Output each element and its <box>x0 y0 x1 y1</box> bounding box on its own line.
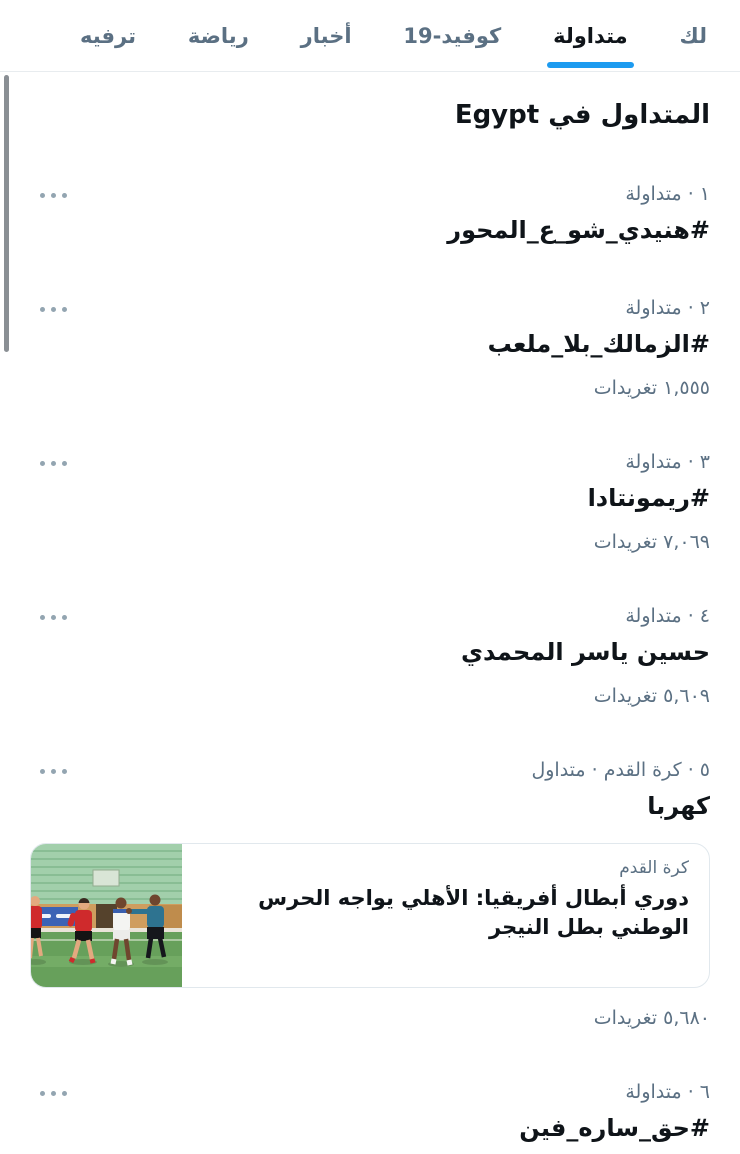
trend-rank-meta: ١ · متداولة <box>625 183 710 205</box>
trend-item-3[interactable] <box>30 449 710 557</box>
trend-rank-meta: ٤ · متداولة <box>625 605 710 627</box>
tab-covid19[interactable] <box>403 0 501 71</box>
trend-overflow-button[interactable] <box>36 765 71 778</box>
ellipsis-icon <box>62 193 67 198</box>
trend-rank-meta: ٢ · متداولة <box>625 297 710 319</box>
trending-list <box>0 95 740 1147</box>
trend-title: #ريمونتادا <box>587 484 710 512</box>
trend-rank-meta: ٦ · متداولة <box>625 1081 710 1103</box>
ellipsis-icon <box>62 461 67 466</box>
ellipsis-icon <box>62 1091 67 1096</box>
trend-overflow-button[interactable] <box>36 189 71 202</box>
trend-overflow-button[interactable] <box>36 457 71 470</box>
tab-entertainment[interactable] <box>80 0 136 71</box>
tab-news[interactable] <box>301 0 352 71</box>
trend-overflow-button[interactable] <box>36 303 71 316</box>
tab-news-label: أخبار <box>300 23 352 48</box>
trend-tweet-count: ٥,٦٨٠ تغريدات <box>593 1007 710 1029</box>
ellipsis-icon <box>62 615 67 620</box>
tab-sports[interactable] <box>188 0 249 71</box>
tab-covid19-label: كوفيد-19 <box>403 23 502 48</box>
trend-title: حسين ياسر المحمدي <box>461 638 710 666</box>
trend-rank-meta: ٥ · كرة القدم · متداول <box>531 759 710 781</box>
trend-item-4[interactable] <box>30 603 710 711</box>
tab-for-you[interactable] <box>680 0 707 71</box>
news-category: كرة القدم <box>619 858 689 878</box>
trend-item-2[interactable] <box>30 295 710 403</box>
football-match-photo <box>31 844 182 987</box>
trend-title: #هنيدي_شو_ع_المحور <box>447 216 710 244</box>
tab-entertainment-label: ترفيه <box>80 23 137 48</box>
trend-tweet-count: ٥,٦٠٩ تغريدات <box>593 685 710 707</box>
trend-item-5[interactable] <box>30 757 710 1033</box>
trend-item-1[interactable] <box>30 181 710 249</box>
trend-tweet-count: ٧,٠٦٩ تغريدات <box>593 531 710 553</box>
news-card[interactable] <box>30 843 710 988</box>
trend-overflow-button[interactable] <box>36 1087 71 1100</box>
page-title: المتداول في Egypt <box>454 100 710 130</box>
trend-title: #حق_ساره_فين <box>519 1114 710 1142</box>
news-card-text <box>182 844 709 987</box>
trend-item-6[interactable] <box>30 1079 710 1147</box>
trend-title: #الزمالك_بلا_ملعب <box>487 330 710 358</box>
ellipsis-icon <box>62 769 67 774</box>
tab-bar <box>0 0 740 72</box>
active-tab-indicator <box>547 62 634 68</box>
tab-sports-label: رياضة <box>187 23 249 48</box>
trend-rank-meta: ٣ · متداولة <box>625 451 710 473</box>
news-title: دوري أبطال أفريقيا: الأهلي يواجه الحرس الوطني بطل النيجر <box>258 886 689 939</box>
tab-trending-label: متداولة <box>553 23 628 48</box>
trend-overflow-button[interactable] <box>36 611 71 624</box>
ellipsis-icon <box>62 307 67 312</box>
trend-title: كهربا <box>647 792 710 820</box>
scrollbar-thumb[interactable] <box>4 75 9 352</box>
trend-tweet-count: ١,٥٥٥ تغريدات <box>593 377 710 399</box>
tab-trending[interactable] <box>553 0 628 71</box>
tab-for-you-label: لك <box>679 23 707 48</box>
